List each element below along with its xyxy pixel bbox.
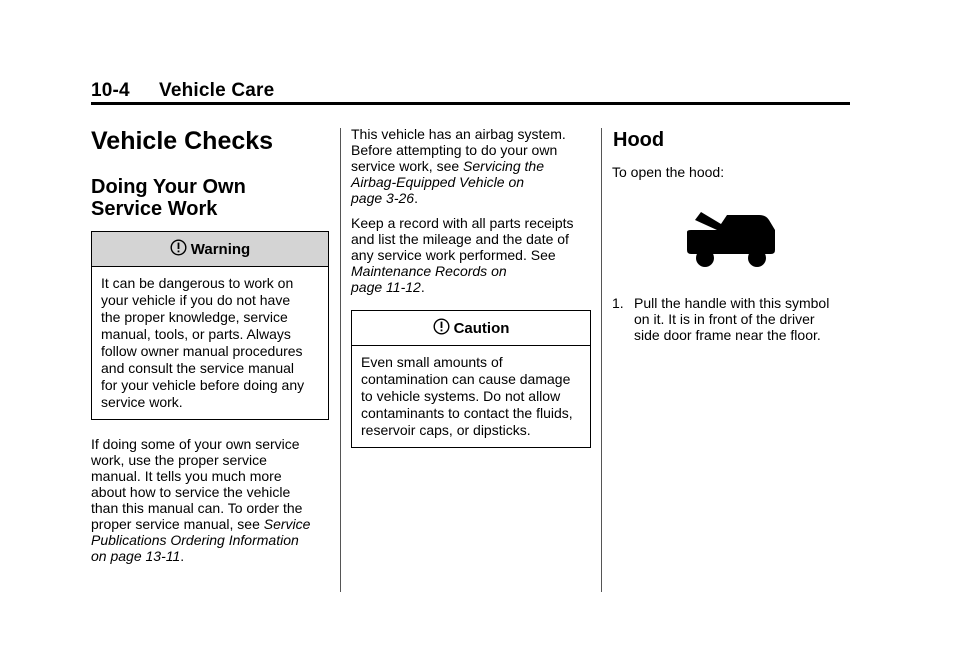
records-paragraph: Keep a record with all parts receipts and list the mileage and the date of any service work performed. See Maintenance Records on page 11-12. bbox=[351, 215, 574, 295]
step-item bbox=[612, 295, 852, 343]
caution-box bbox=[351, 310, 591, 448]
column-3 bbox=[612, 126, 852, 343]
warning-text: It can be dangerous to work on your vehicle if you do not have the proper knowledge, service manual, tools, or parts. Always follow owner manual procedures and consult the service manual for your vehicle before doing any service work. bbox=[101, 275, 305, 410]
cross-reference[interactable]: Servicing the bbox=[463, 158, 544, 174]
section-title: Vehicle Checks bbox=[91, 127, 274, 155]
warning-label: Warning bbox=[190, 240, 251, 258]
step-number: 1. bbox=[612, 295, 624, 311]
caution-header bbox=[352, 311, 590, 346]
hood-release-icon bbox=[683, 206, 779, 272]
column-2 bbox=[351, 126, 591, 448]
airbag-paragraph: This vehicle has an airbag system. Before attempting to do your own service work, see Servicing the Airbag-Equipped Vehicle on page 3-26. bbox=[351, 126, 566, 206]
caution-text: Even small amounts of contamination can cause damage to vehicle systems. Do not allow contaminants to contact the fluids, reservoir caps, or dipsticks. bbox=[361, 354, 573, 438]
step-text: Pull the handle with this symbol on it. It is in front of the driver side door frame near the floor. bbox=[634, 295, 830, 343]
warning-header bbox=[92, 232, 328, 267]
subsection-title: Doing Your Own Service Work bbox=[91, 176, 246, 220]
cross-reference[interactable]: page 11-12 bbox=[351, 279, 421, 295]
page-header bbox=[91, 80, 850, 102]
body-paragraph: If doing some of your own service work, use the proper service manual. It tells you much more about how to service the vehicle than this manual can. To order the proper service manual, see Service Publications Ordering Information on page 13-11. bbox=[91, 436, 311, 564]
column-divider bbox=[601, 128, 602, 592]
chapter-title: Vehicle Care bbox=[159, 80, 275, 101]
cross-reference[interactable]: page 3-26 bbox=[351, 190, 415, 206]
column-1 bbox=[91, 126, 329, 564]
hood-title: Hood bbox=[613, 129, 665, 151]
cross-reference[interactable]: on page 13-11 bbox=[91, 548, 181, 564]
warning-icon bbox=[170, 239, 187, 260]
cross-reference[interactable]: Publications Ordering Information bbox=[91, 532, 299, 548]
column-divider bbox=[340, 128, 341, 592]
header-rule bbox=[91, 102, 850, 105]
cross-reference[interactable]: Service bbox=[263, 516, 311, 532]
cross-reference[interactable]: Airbag-Equipped Vehicle on bbox=[351, 174, 525, 190]
hood-intro: To open the hood: bbox=[612, 164, 725, 180]
section-number: 10-4 bbox=[91, 80, 130, 101]
caution-label: Caution bbox=[453, 319, 510, 337]
caution-icon bbox=[433, 318, 450, 339]
warning-box bbox=[91, 231, 329, 420]
cross-reference[interactable]: Maintenance Records on bbox=[351, 263, 507, 279]
